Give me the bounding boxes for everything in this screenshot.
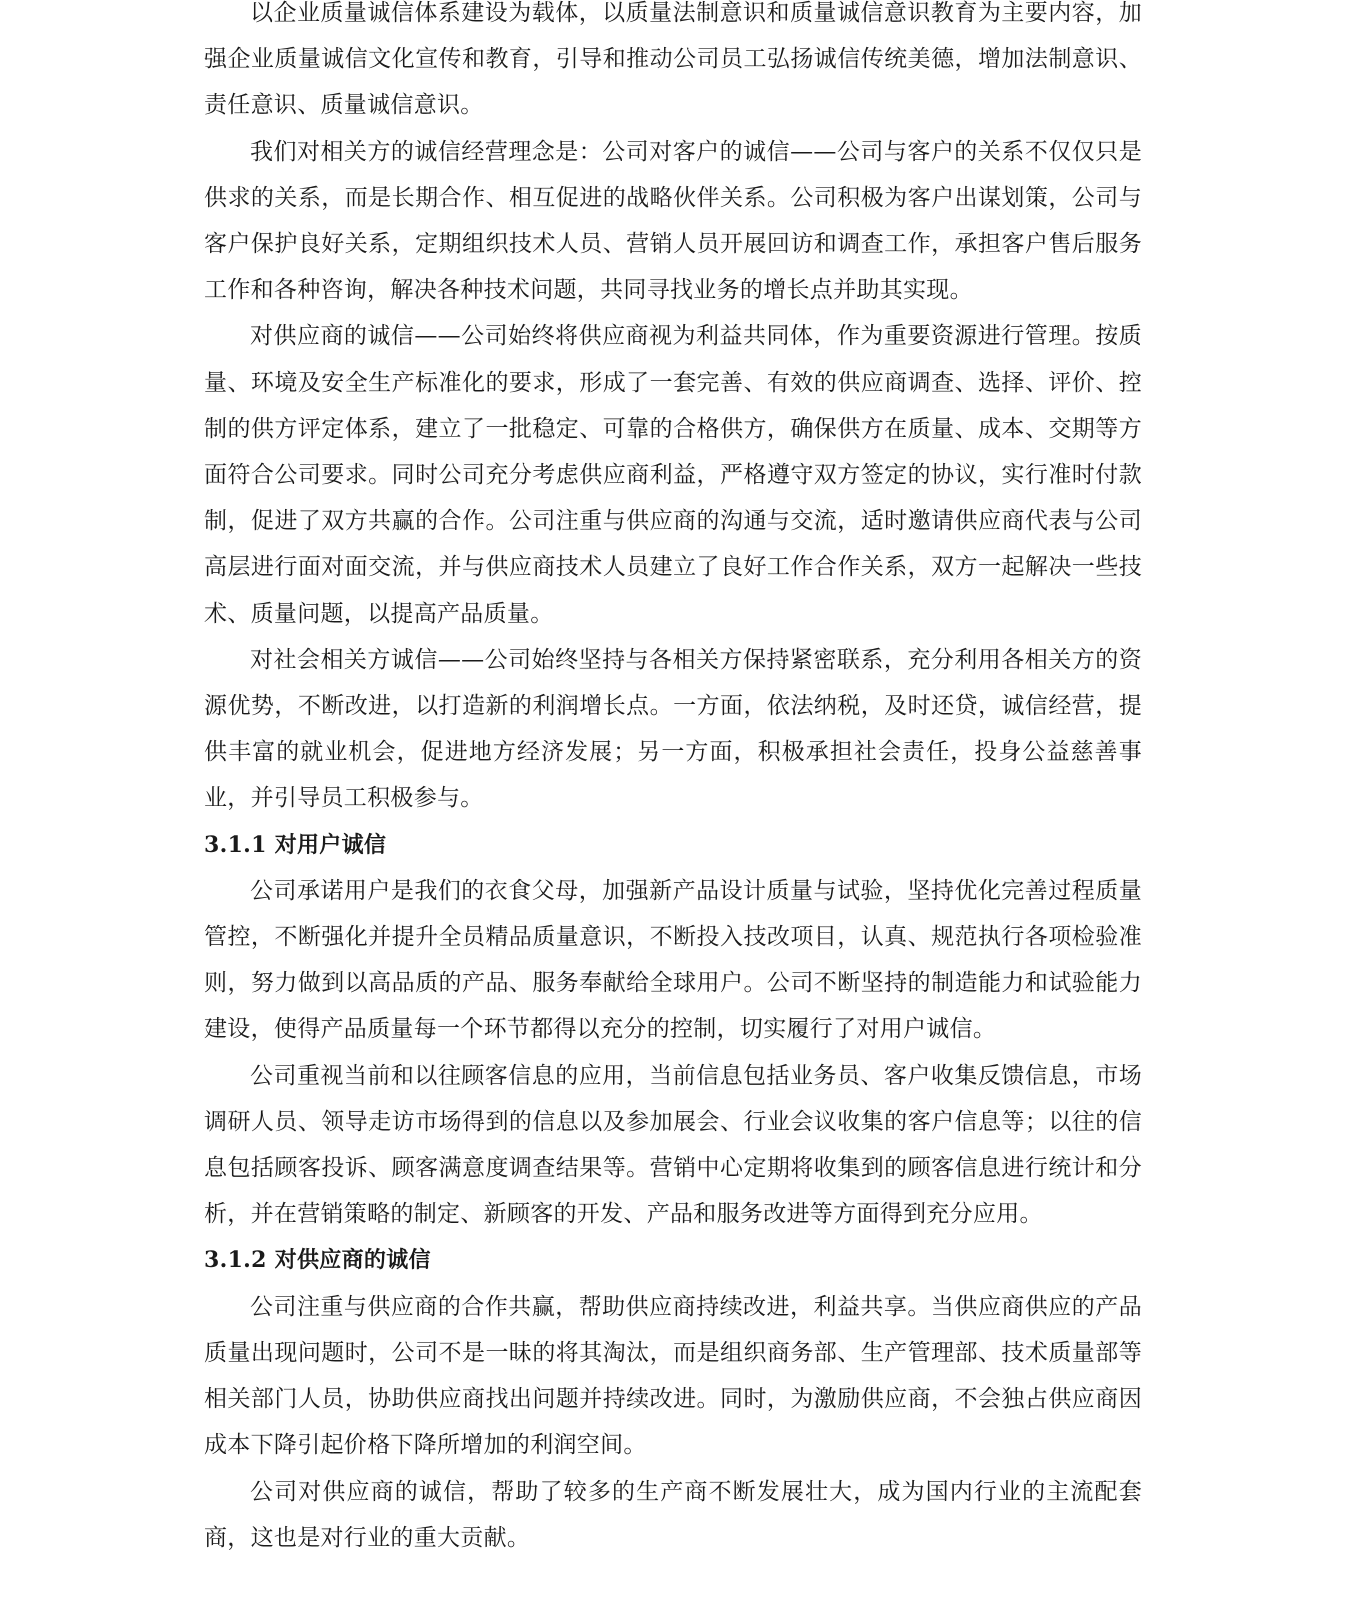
paragraph-customer-information: 公司重视当前和以往顾客信息的应用，当前信息包括业务员、客户收集反馈信息，市场调研人员、领导走访市场得到的信息以及参加展会、行业会议收集的客户信息等；以往的信息包括顾客投诉、顾客满意度调查结果等。营销中心定期将收集到的顾客信息进行统计和分析，并在营销策略的制定、新顾客的开发、产品和服务改进等方面得到充分应用。: [204, 1062, 1142, 1228]
paragraph-supplier-contribution: 公司对供应商的诚信，帮助了较多的生产商不断发展壮大，成为国内行业的主流配套商，这也是对行业的重大贡献。: [204, 1478, 1142, 1551]
paragraph-user-commitment: 公司承诺用户是我们的衣食父母，加强新产品设计质量与试验，坚持优化完善过程质量管控，不断强化并提升全员精品质量意识，不断投入技改项目，认真、规范执行各项检验准则，努力做到以高品质的产品、服务奉献给全球用户。公司不断坚持的制造能力和试验能力建设，使得产品质量每一个环节都得以充分的控制，切实履行了对用户诚信。: [204, 877, 1142, 1043]
section-heading-supplier-integrity: 3.1.2 对供应商的诚信: [204, 1247, 431, 1274]
document-page: [204, 0, 1142, 1561]
paragraph-supplier-integrity: 对供应商的诚信——公司始终将供应商视为利益共同体，作为重要资源进行管理。按质量、环境及安全生产标准化的要求，形成了一套完善、有效的供应商调查、选择、评价、控制的供方评定体系，建立了一批稳定、可靠的合格供方，确保供方在质量、成本、交期等方面符合公司要求。同时公司充分考虑供应商利益，严格遵守双方签定的协议，实行准时付款制，促进了双方共赢的合作。公司注重与供应商的沟通与交流，适时邀请供应商代表与公司高层进行面对面交流，并与供应商技术人员建立了良好工作合作关系，双方一起解决一些技术、质量问题，以提高产品质量。: [204, 323, 1142, 627]
paragraph-customer-integrity: 我们对相关方的诚信经营理念是：公司对客户的诚信——公司与客户的关系不仅仅只是供求的关系，而是长期合作、相互促进的战略伙伴关系。公司积极为客户出谋划策，公司与客户保护良好关系，定期组织技术人员、营销人员开展回访和调查工作，承担客户售后服务工作和各种咨询，解决各种技术问题，共同寻找业务的增长点并助其实现。: [204, 138, 1142, 304]
paragraph-supplier-cooperation: 公司注重与供应商的合作共赢，帮助供应商持续改进，利益共享。当供应商供应的产品质量出现问题时，公司不是一昧的将其淘汰，而是组织商务部、生产管理部、技术质量部等相关部门人员，协助供应商找出问题并持续改进。同时，为激励供应商，不会独占供应商因成本下降引起价格下降所增加的利润空间。: [204, 1293, 1142, 1459]
section-heading-user-integrity: 3.1.1 对用户诚信: [204, 831, 387, 858]
paragraph-quality-integrity-culture: 以企业质量诚信体系建设为载体，以质量法制意识和质量诚信意识教育为主要内容，加强企业质量诚信文化宣传和教育，引导和推动公司员工弘扬诚信传统美德，增加法制意识、责任意识、质量诚信意识。: [204, 0, 1142, 119]
paragraph-social-integrity: 对社会相关方诚信——公司始终坚持与各相关方保持紧密联系，充分利用各相关方的资源优势，不断改进，以打造新的利润增长点。一方面，依法纳税，及时还贷，诚信经营，提供丰富的就业机会，促进地方经济发展；另一方面，积极承担社会责任，投身公益慈善事业，并引导员工积极参与。: [204, 646, 1142, 812]
